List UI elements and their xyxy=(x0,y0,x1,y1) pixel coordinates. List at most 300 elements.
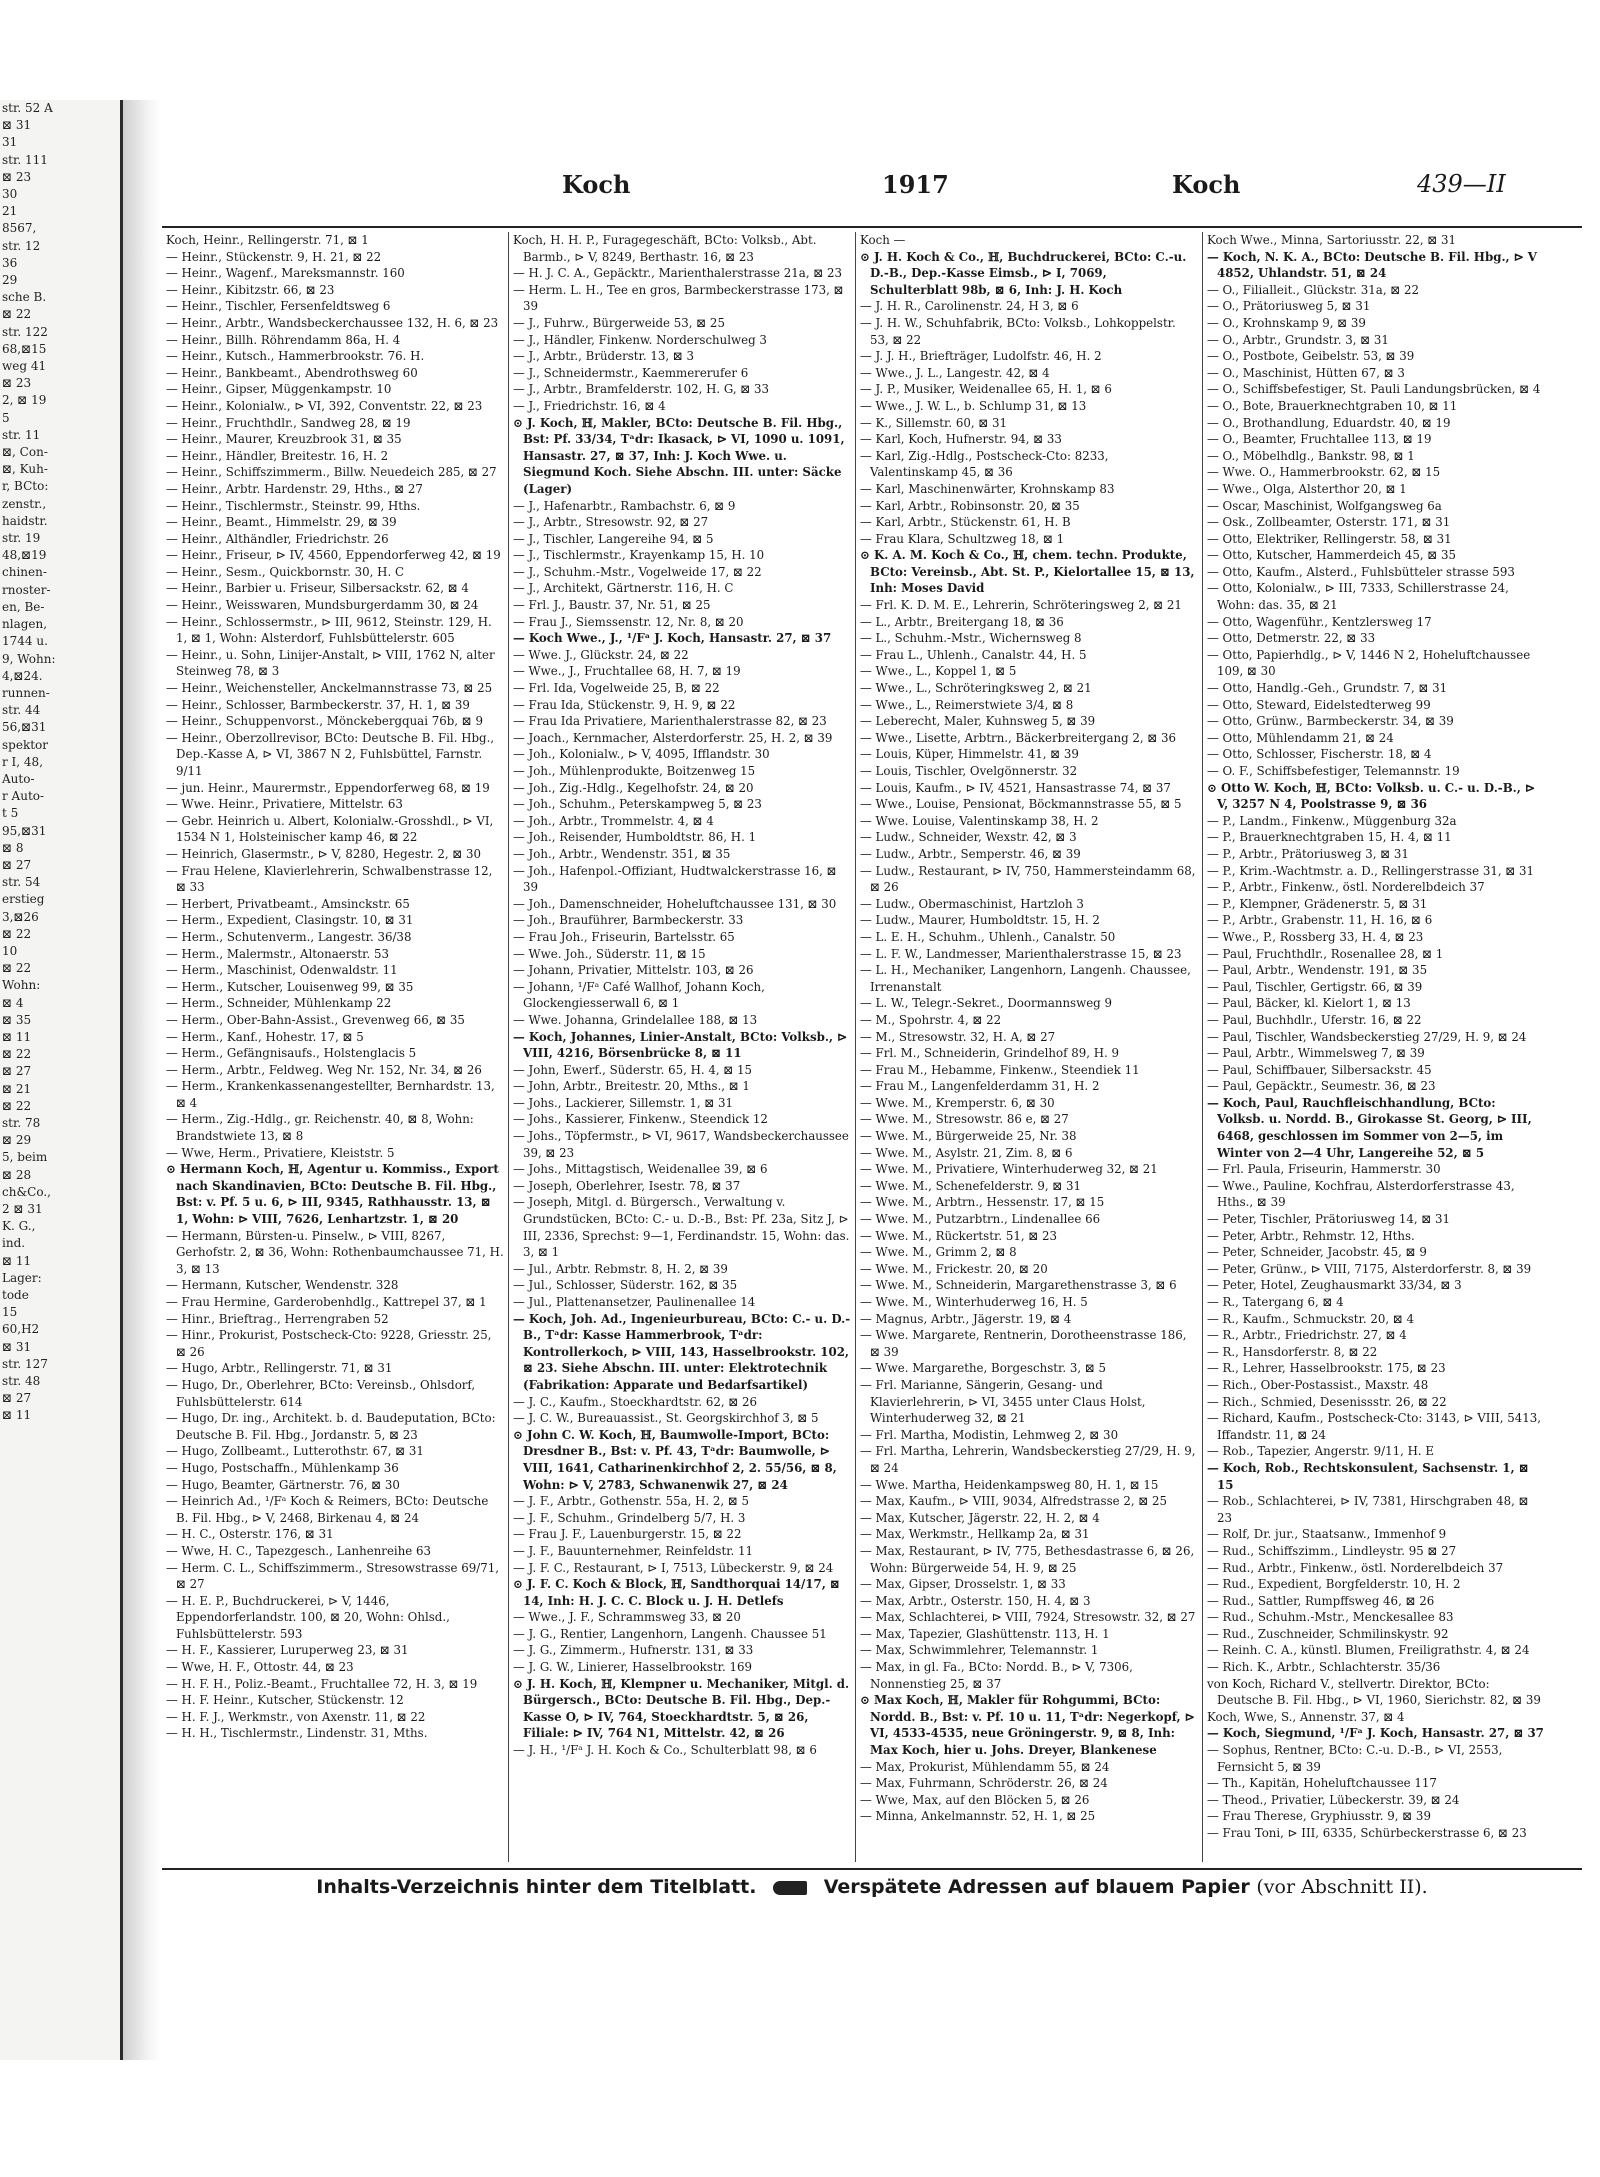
directory-entry: — Wwe. M., Frickestr. 20, ⊠ 20 xyxy=(860,1261,1048,1276)
directory-entry: — Oscar, Maschinist, Wolfgangsweg 6a xyxy=(1207,498,1442,513)
directory-entry: — P., Landm., Finkenw., Müggenburg 32a xyxy=(1207,813,1457,828)
directory-entry: — Joh., Damenschneider, Hoheluftchaussee 131, ⊠ 30 xyxy=(513,896,837,911)
directory-entry: — Rich., Ober-Postassist., Maxstr. 48 xyxy=(1207,1377,1429,1392)
directory-entry: — L. W., Telegr.-Sekret., Doormannsweg 9 xyxy=(860,996,1112,1011)
directory-entry: — J., Arbtr., Stresowstr. 92, ⊠ 27 xyxy=(513,515,709,530)
directory-entry: — Heinr., Tischlermstr., Steinstr. 99, Hths. xyxy=(166,498,421,513)
directory-entry: — Gebr. Heinrich u. Albert, Kolonialw.-Grosshdl., ⊳ VI, 1534 N 1, Holsteinischer kamp 46, ⊠ 22 xyxy=(166,813,494,845)
directory-entry: — Otto, Steward, Eidelstedterweg 99 xyxy=(1207,697,1431,712)
directory-entry: — Sophus, Rentner, BCto: C.-u. D.-B., ⊳ VI, 2553, Fernsicht 5, ⊠ 39 xyxy=(1207,1743,1503,1774)
directory-entry: — Joh., Reisender, Humboldtstr. 86, H. 1 xyxy=(513,830,757,845)
previous-page-fragment: nlagen, xyxy=(2,617,48,632)
directory-entry: — Frau Joh., Friseurin, Bartelsstr. 65 xyxy=(513,929,735,944)
directory-entry: — L., Arbtr., Breitergang 18, ⊠ 36 xyxy=(860,614,1064,629)
previous-page-fragment: ⊠ 27 xyxy=(2,857,32,872)
directory-entry: — Theod., Privatier, Lübeckerstr. 39, ⊠ 24 xyxy=(1207,1792,1460,1807)
directory-entry: — Koch, Siegmund, ¹/Fᵃ J. Koch, Hansastr. 27, ⊠ 37 xyxy=(1207,1726,1544,1741)
directory-entry: — Frl. Paula, Friseurin, Hammerstr. 30 xyxy=(1207,1162,1441,1177)
directory-entry: — Heinr., Althändler, Friedrichstr. 26 xyxy=(166,531,389,546)
directory-entry: — Herm., Expedient, Clasingstr. 10, ⊠ 31 xyxy=(166,913,414,928)
previous-page-fragment: runnen- xyxy=(2,685,50,700)
directory-entry: — Wwe. M., Arbtrn., Hessenstr. 17, ⊠ 15 xyxy=(860,1195,1105,1210)
directory-entry: — J., Friedrichstr. 16, ⊠ 4 xyxy=(513,398,666,413)
directory-entry: — Wwe, H. C., Tapezgesch., Lanhenreihe 63 xyxy=(166,1543,432,1558)
directory-entry: — Peter, Arbtr., Rehmstr. 12, Hths. xyxy=(1207,1228,1415,1243)
previous-page-fragment: chinen- xyxy=(2,565,47,580)
directory-entry: ⊙ Otto W. Koch, ℍ, BCto: Volksb. u. C.- u. D.-B., ⊳ V, 3257 N 4, Poolstrasse 9, ⊠ 36 xyxy=(1207,780,1535,812)
previous-page-fragment: str. 54 xyxy=(2,875,41,890)
previous-page-fragment: ⊠ 11 xyxy=(2,1029,32,1044)
directory-entry: — Johann, ¹/Fᵃ Café Wallhof, Johann Koch, Glockengiesserwall 6, ⊠ 1 xyxy=(513,979,765,1011)
directory-entry: — Frau M., Langenfelderdamm 31, H. 2 xyxy=(860,1079,1100,1094)
directory-entry: — J. H. W., Schuhfabrik, BCto: Volksb., Lohkoppelstr. 53, ⊠ 22 xyxy=(860,315,1176,347)
directory-entry: — Paul, Arbtr., Wimmelsweg 7, ⊠ 39 xyxy=(1207,1046,1425,1061)
directory-entry: — Wwe. M., Rückertstr. 51, ⊠ 23 xyxy=(860,1228,1057,1243)
directory-entry: — Herm., Kutscher, Louisenweg 99, ⊠ 35 xyxy=(166,979,414,994)
directory-entry: — Hugo, Dr. ing., Architekt. b. d. Baudeputation, BCto: Deutsche B. Fil. Hbg., Jordanstr. 5, ⊠ 23 xyxy=(166,1411,496,1442)
directory-entry: — Rich. K., Arbtr., Schlachterstr. 35/36 xyxy=(1207,1660,1441,1675)
directory-entry: — Heinr., Beamt., Himmelstr. 29, ⊠ 39 xyxy=(166,515,397,530)
directory-entry: — Rob., Tapezier, Angerstr. 9/11, H. E xyxy=(1207,1444,1434,1459)
previous-page-fragment: 2, ⊠ 19 xyxy=(2,393,47,408)
previous-page-fragment: ⊠ 11 xyxy=(2,1408,32,1423)
directory-entry: — O., Postbote, Geibelstr. 53, ⊠ 39 xyxy=(1207,349,1415,364)
previous-page-fragment: 29 xyxy=(2,273,18,288)
directory-entry: — J., Schneidermstr., Kaemmererufer 6 xyxy=(513,365,749,380)
directory-entry: — Frau Toni, ⊳ III, 6335, Schürbeckerstrasse 6, ⊠ 23 xyxy=(1207,1826,1527,1840)
directory-entry: — Frau Helene, Klavierlehrerin, Schwalbenstrasse 12, ⊠ 33 xyxy=(166,863,493,895)
directory-entry: — Paul, Fruchthdlr., Rosenallee 28, ⊠ 1 xyxy=(1207,946,1444,961)
previous-page-fragment: 10 xyxy=(2,943,18,958)
directory-entry: — Herm., Ober-Bahn-Assist., Grevenweg 66, ⊠ 35 xyxy=(166,1012,465,1027)
directory-page xyxy=(162,120,1582,2060)
directory-entry: — Heinr., Kolonialw., ⊳ VI, 392, Conventstr. 22, ⊠ 23 xyxy=(166,398,483,413)
column-1 xyxy=(162,232,509,1862)
previous-page-fragment: str. 78 xyxy=(2,1115,41,1130)
directory-entry: — Wwe. M., Privatiere, Winterhuderweg 32, ⊠ 21 xyxy=(860,1162,1158,1177)
previous-page-fragment: ⊠ 27 xyxy=(2,1391,32,1406)
directory-entry: — Wwe., P., Rossberg 33, H. 4, ⊠ 23 xyxy=(1207,929,1424,944)
directory-entry: — Ludw., Arbtr., Semperstr. 46, ⊠ 39 xyxy=(860,846,1081,861)
directory-entry: — Jul., Schlosser, Süderstr. 162, ⊠ 35 xyxy=(513,1278,738,1293)
directory-entry: — Herm., Zig.-Hdlg., gr. Reichenstr. 40, ⊠ 8, Wohn: Brandstwiete 13, ⊠ 8 xyxy=(166,1112,474,1144)
directory-entry: — Wwe., Louise, Pensionat, Böckmannstrasse 55, ⊠ 5 xyxy=(860,797,1182,812)
directory-entry: — Wwe, H. F., Ottostr. 44, ⊠ 23 xyxy=(166,1660,354,1675)
directory-entry: — Frl. K. D. M. E., Lehrerin, Schröteringsweg 2, ⊠ 21 xyxy=(860,598,1182,613)
directory-entry: — John, Ewerf., Süderstr. 65, H. 4, ⊠ 15 xyxy=(513,1062,753,1077)
column-4 xyxy=(1203,232,1550,1862)
directory-entry: — Max, Kutscher, Jägerstr. 22, H. 2, ⊠ 4 xyxy=(860,1510,1100,1525)
directory-entry: — Wwe. M., Asylstr. 21, Zim. 8, ⊠ 6 xyxy=(860,1145,1073,1160)
directory-entry: — Joh., Brauführer, Barmbeckerstr. 33 xyxy=(513,913,744,928)
directory-entry: — Heinr., Friseur, ⊳ IV, 4560, Eppendorferweg 42, ⊠ 19 xyxy=(166,548,501,563)
directory-entry: — Joh., Kolonialw., ⊳ V, 4095, Ifflandstr. 30 xyxy=(513,747,770,762)
directory-entry: — J. P., Musiker, Weidenallee 65, H. 1, ⊠ 6 xyxy=(860,382,1112,397)
directory-entry: — J. C. W., Bureauassist., St. Georgskirchhof 3, ⊠ 5 xyxy=(513,1411,819,1426)
directory-entry: — Heinr., Kibitzstr. 66, ⊠ 23 xyxy=(166,282,335,297)
directory-entry: — K., Sillemstr. 60, ⊠ 31 xyxy=(860,415,1007,430)
directory-entry: — Heinr., Kutsch., Hammerbrookstr. 76. H. xyxy=(166,349,425,364)
directory-entry: ⊙ J. Koch, ℍ, Makler, BCto: Deutsche B. Fil. Hbg., Bst: Pf. 33/34, Tᵃdr: Ikasack, ⊳ VI, 1090 u. 1091, Hansastr. 27, ⊠ 37, Inh: J. Koch Wwe. u. Siegmund Koch. Siehe Abschn. III. unter: Säcke (Lager) xyxy=(513,415,845,496)
directory-entry: — Wwe. Johanna, Grindelallee 188, ⊠ 13 xyxy=(513,1012,758,1027)
directory-entry: — Heinr., Barbier u. Friseur, Silbersackstr. 62, ⊠ 4 xyxy=(166,581,469,596)
directory-entry: — Herm. C. L., Schiffszimmerm., Stresowstrasse 69/71, ⊠ 27 xyxy=(166,1560,499,1592)
directory-entry: — J. C., Kaufm., Stoeckhardtstr. 62, ⊠ 26 xyxy=(513,1394,757,1409)
previous-page-fragment: 4,⊠24. xyxy=(2,668,43,683)
previous-page-fragment: ind. xyxy=(2,1236,26,1251)
previous-page-fragment: 3,⊠26 xyxy=(2,909,39,924)
directory-entry: — Heinr., Weisswaren, Mundsburgerdamm 30, ⊠ 24 xyxy=(166,598,479,613)
previous-page-fragment: 68,⊠15 xyxy=(2,341,47,356)
book-gutter xyxy=(123,100,161,2060)
directory-entry: — Wwe., Olga, Alsterthor 20, ⊠ 1 xyxy=(1207,481,1407,496)
previous-page-fragment: Auto- xyxy=(2,771,35,786)
directory-entry: — Heinr., Oberzollrevisor, BCto: Deutsche B. Fil. Hbg., Dep.-Kasse A, ⊳ VI, 3867 N 2, Fuhlsbüttel, Farnstr. 9/11 xyxy=(166,730,495,778)
previous-page-fragment: rnoster- xyxy=(2,582,51,597)
page-header xyxy=(182,170,1582,210)
directory-entry: — Heinr., Schlosser, Barmbeckerstr. 37, H. 1, ⊠ 39 xyxy=(166,697,470,712)
directory-entry: von Koch, Richard V., stellvertr. Direktor, BCto: Deutsche B. Fil. Hbg., ⊳ VI, 1960, Sierichstr. 82, ⊠ 39 xyxy=(1207,1676,1541,1708)
directory-entry: — J. G., Zimmerm., Hufnerstr. 131, ⊠ 33 xyxy=(513,1643,754,1658)
directory-entry: — L. F. W., Landmesser, Marienthalerstrasse 15, ⊠ 23 xyxy=(860,946,1182,961)
directory-entry: — R., Lehrer, Hasselbrookstr. 175, ⊠ 23 xyxy=(1207,1361,1446,1376)
previous-page-fragment: K. G., xyxy=(2,1219,36,1234)
directory-entry: — Frl. Marianne, Sängerin, Gesang- und Klavierlehrerin, ⊳ VI, 3455 unter Claus Holst, Winterhuderweg 32, ⊠ 21 xyxy=(860,1377,1146,1426)
directory-entry: — J., Schuhm.-Mstr., Vogelweide 17, ⊠ 22 xyxy=(513,564,762,579)
directory-entry: — J. F., Arbtr., Gothenstr. 55a, H. 2, ⊠ 5 xyxy=(513,1494,750,1509)
directory-entry: — Frau L., Uhlenh., Canalstr. 44, H. 5 xyxy=(860,647,1087,662)
directory-entry: — Hugo, Postschaffn., Mühlenkamp 36 xyxy=(166,1460,399,1475)
directory-entry: — Leberecht, Maler, Kuhnsweg 5, ⊠ 39 xyxy=(860,714,1096,729)
directory-entry: — Hermann, Kutscher, Wendenstr. 328 xyxy=(166,1278,399,1293)
directory-entry: — J., Tischlermstr., Krayenkamp 15, H. 10 xyxy=(513,548,765,563)
directory-entry: — Wwe. Joh., Süderstr. 11, ⊠ 15 xyxy=(513,946,706,961)
directory-entry: — Rud., Schiffszimm., Lindleystr. 95 ⊠ 27 xyxy=(1207,1543,1457,1558)
directory-entry: — Johann, Privatier, Mittelstr. 103, ⊠ 26 xyxy=(513,963,754,978)
previous-page-fragment: 8567, xyxy=(2,221,37,236)
previous-page-fragment: tode xyxy=(2,1288,29,1303)
directory-entry: — Karl, Arbtr., Robinsonstr. 20, ⊠ 35 xyxy=(860,498,1080,513)
directory-entry: — O., Beamter, Fruchtallee 113, ⊠ 19 xyxy=(1207,432,1432,447)
previous-page-fragment: 60,H2 xyxy=(2,1322,40,1337)
directory-entry: — Th., Kapitän, Hoheluftchaussee 117 xyxy=(1207,1776,1437,1791)
directory-entry: ⊙ J. F. C. Koch & Block, ℍ, Sandthorquai 14/17, ⊠ 14, Inh: H. J. C. C. Block u. J. H. Detlefs xyxy=(513,1577,840,1608)
directory-entry: — Wwe., J., Fruchtallee 68, H. 7, ⊠ 19 xyxy=(513,664,741,679)
directory-entry: — Karl, Maschinenwärter, Krohnskamp 83 xyxy=(860,481,1115,496)
directory-entry: — Wwe., L., Koppel 1, ⊠ 5 xyxy=(860,664,1017,679)
header-rule xyxy=(162,226,1582,228)
directory-entry: — Koch, N. K. A., BCto: Deutsche B. Fil. Hbg., ⊳ V 4852, Uhlandstr. 51, ⊠ 24 xyxy=(1207,249,1537,281)
directory-entry: — Max, Restaurant, ⊳ IV, 775, Bethesdastrasse 6, ⊠ 26, Wohn: Bürgerweide 54, H. 9, ⊠ 25 xyxy=(860,1543,1195,1575)
directory-entry: — M., Spohrstr. 4, ⊠ 22 xyxy=(860,1012,1002,1027)
column-2 xyxy=(509,232,856,1862)
directory-entry: — O., Maschinist, Hütten 67, ⊠ 3 xyxy=(1207,365,1405,380)
directory-entry: — Heinr., u. Sohn, Linijer-Anstalt, ⊳ VIII, 1762 N, alter Steinweg 78, ⊠ 3 xyxy=(166,647,495,679)
previous-page-fragment: ⊠ 22 xyxy=(2,1098,32,1113)
directory-entry: — Heinr., Maurer, Kreuzbrook 31, ⊠ 35 xyxy=(166,432,402,447)
directory-entry: — P., Krim.-Wachtmstr. a. D., Rellingerstrasse 31, ⊠ 31 xyxy=(1207,863,1534,878)
previous-page-fragment: 15 xyxy=(2,1305,18,1320)
directory-entry: — Ludw., Obermaschinist, Hartzloh 3 xyxy=(860,896,1084,911)
previous-page-fragment: str. 48 xyxy=(2,1374,41,1389)
directory-entry: — Wwe. M., Bürgerweide 25, Nr. 38 xyxy=(860,1129,1077,1144)
directory-entry: — Peter, Grünw., ⊳ VIII, 7175, Alsterdorferstr. 8, ⊠ 39 xyxy=(1207,1261,1532,1276)
directory-entry: — Ludw., Restaurant, ⊳ IV, 750, Hammersteindamm 68, ⊠ 26 xyxy=(860,863,1196,895)
directory-entry: — Wwe., Pauline, Kochfrau, Alsterdorferstrasse 43, Hths., ⊠ 39 xyxy=(1207,1178,1515,1210)
directory-entry: — Paul, Buchhdlr., Uferstr. 16, ⊠ 22 xyxy=(1207,1012,1422,1027)
directory-entry: — Joh., Hafenpol.-Offiziant, Hudtwalckerstrasse 16, ⊠ 39 xyxy=(513,863,837,895)
previous-page-fragment: weg 41 xyxy=(2,359,47,374)
directory-entry: — Frl. J., Baustr. 37, Nr. 51, ⊠ 25 xyxy=(513,598,711,613)
directory-entry: — Otto, Kaufm., Alsterd., Fuhlsbütteler strasse 593 xyxy=(1207,564,1515,579)
directory-entry: — Wwe., L., Schröteringksweg 2, ⊠ 21 xyxy=(860,681,1092,696)
directory-entry: — Heinr., Billh. Röhrendamm 86a, H. 4 xyxy=(166,332,401,347)
directory-entry: — Wwe. M., Winterhuderweg 16, H. 5 xyxy=(860,1295,1088,1309)
page-number: 439—II xyxy=(1417,170,1506,198)
directory-entry: — Otto, Elektriker, Rellingerstr. 58, ⊠ 31 xyxy=(1207,531,1452,546)
directory-entry: — Louis, Tischler, Ovelgönnerstr. 32 xyxy=(860,764,1078,778)
directory-entry: Koch — xyxy=(860,233,906,247)
directory-entry: — Otto, Schlosser, Fischerstr. 18, ⊠ 4 xyxy=(1207,747,1432,762)
directory-entry: — Wwe. Louise, Valentinskamp 38, H. 2 xyxy=(860,813,1099,828)
directory-entry: — M., Stresowstr. 32, H. A, ⊠ 27 xyxy=(860,1029,1056,1044)
previous-page-fragment: ⊠ 11 xyxy=(2,1253,32,1268)
directory-entry: — Paul, Schiffbauer, Silbersackstr. 45 xyxy=(1207,1062,1432,1077)
directory-entry: — Johs., Töpfermstr., ⊳ VI, 9617, Wandsbeckerchaussee 39, ⊠ 23 xyxy=(513,1129,849,1160)
directory-entry: — Koch, Joh. Ad., Ingenieurbureau, BCto: C.- u. D.-B., Tᵃdr: Kasse Hammerbrook, Tᵃdr: Kontrollerkoch, ⊳ VIII, 143, Hasselbrookstr. 102, ⊠ 23. Siehe Abschn. III. unter: Elektrotechnik (Fabrikation: Apparate und Bedarfsartikel) xyxy=(513,1311,851,1392)
directory-entry: — P., Arbtr., Finkenw., östl. Norderelbdeich 37 xyxy=(1207,880,1485,895)
previous-page-fragment: ⊠ 4 xyxy=(2,995,24,1010)
directory-entry: — Rud., Zuschneider, Schmilinskystr. 92 xyxy=(1207,1626,1449,1641)
directory-entry: — Otto, Mühlendamm 21, ⊠ 24 xyxy=(1207,730,1394,745)
directory-entry: — Rich., Schmied, Desenissstr. 26, ⊠ 22 xyxy=(1207,1394,1447,1409)
directory-entry: — Peter, Hotel, Zeughausmarkt 33/34, ⊠ 3 xyxy=(1207,1278,1462,1293)
previous-page-fragment: haidstr. xyxy=(2,513,48,528)
directory-entry: — Wwe., J. W. L., b. Schlump 31, ⊠ 13 xyxy=(860,398,1087,413)
previous-page-fragment: ⊠ 29 xyxy=(2,1133,32,1148)
directory-entry: — Herm., Maschinist, Odenwaldstr. 11 xyxy=(166,963,398,978)
directory-entry: — Max, Kaufm., ⊳ VIII, 9034, Alfredstrasse 2, ⊠ 25 xyxy=(860,1494,1168,1509)
directory-entry: — Paul, Arbtr., Wendenstr. 191, ⊠ 35 xyxy=(1207,963,1428,978)
directory-entry: — H. F. Heinr., Kutscher, Stückenstr. 12 xyxy=(166,1693,404,1708)
directory-entry: — J. F., Schuhm., Grindelberg 5/7, H. 3 xyxy=(513,1510,746,1525)
directory-entry: — O., Brothandlung, Eduardstr. 40, ⊠ 19 xyxy=(1207,415,1451,430)
directory-entry: — Max, Tapezier, Glashüttenstr. 113, H. 1 xyxy=(860,1626,1110,1641)
directory-entry: — J., Arbtr., Bramfelderstr. 102, H. G, ⊠ 33 xyxy=(513,382,770,397)
directory-entry: — H. J. C. A., Gepäcktr., Marienthalerstrasse 21a, ⊠ 23 xyxy=(513,266,842,281)
directory-entry: — Koch, Johannes, Linier-Anstalt, BCto: Volksb., ⊳ VIII, 4216, Börsenbrücke 8, ⊠ 11 xyxy=(513,1029,848,1061)
directory-entry: — Herm., Malermstr., Altonaerstr. 53 xyxy=(166,946,390,961)
previous-page-fragment: 31 xyxy=(2,135,18,150)
header-year: 1917 xyxy=(882,170,949,199)
directory-entry: — Max, Schlachterei, ⊳ VIII, 7924, Stresowstr. 32, ⊠ 27 xyxy=(860,1610,1196,1625)
directory-entry: — Heinrich Ad., ¹/Fᵃ Koch & Reimers, BCto: Deutsche B. Fil. Hbg., ⊳ V, 2468, Birkenau 4, ⊠ 24 xyxy=(166,1494,489,1525)
directory-entry: — J., Händler, Finkenw. Norderschulweg 3 xyxy=(513,332,767,347)
previous-page-fragment: str. 19 xyxy=(2,531,41,546)
directory-entry: — Max, Gipser, Drosselstr. 1, ⊠ 33 xyxy=(860,1577,1066,1592)
previous-page-fragment: Lager: xyxy=(2,1270,42,1285)
previous-page-fragment: erstieg xyxy=(2,892,45,907)
directory-entry: — Osk., Zollbeamter, Osterstr. 171, ⊠ 31 xyxy=(1207,515,1451,530)
directory-entry: ⊙ John C. W. Koch, ℍ, Baumwolle-Import, BCto: Dresdner B., Bst: v. Pf. 43, Tᵃdr: Baumwolle, ⊳ VIII, 1641, Catharinenkirchhof 2, 2. 55/56, ⊠ 8, Wohn: ⊳ V, 2783, Schwanenwik 27, ⊠ 24 xyxy=(513,1427,837,1492)
directory-entry: — P., Brauerknechtgraben 15, H. 4, ⊠ 11 xyxy=(1207,830,1452,845)
previous-page-fragment: spektor xyxy=(2,737,48,752)
directory-entry: — Wwe. O., Hammerbrookstr. 62, ⊠ 15 xyxy=(1207,465,1441,480)
directory-entry: — Ludw., Maurer, Humboldtstr. 15, H. 2 xyxy=(860,913,1100,928)
directory-entry: — Herm., Gefängnisaufs., Holstenglacis 5 xyxy=(166,1046,417,1061)
directory-entry: — Herbert, Privatbeamt., Amsinckstr. 65 xyxy=(166,896,410,911)
directory-entry: — Frl. Ida, Vogelweide 25, B, ⊠ 22 xyxy=(513,681,720,696)
directory-entry: — Hinr., Prokurist, Postscheck-Cto: 9228, Griesstr. 25, ⊠ 26 xyxy=(166,1328,492,1359)
directory-entry: — J., Hafenarbtr., Rambachstr. 6, ⊠ 9 xyxy=(513,498,736,513)
previous-page-fragment: ⊠, Kuh- xyxy=(2,462,48,477)
previous-page-fragment: ⊠ 22 xyxy=(2,961,32,976)
directory-entry: — Heinr., Schiffszimmerm., Billw. Neuedeich 285, ⊠ 27 xyxy=(166,465,497,480)
directory-entry: — Joh., Mühlenprodukte, Boitzenweg 15 xyxy=(513,764,756,778)
previous-page-fragment: ⊠ 23 xyxy=(2,376,32,391)
directory-entry: — P., Klempner, Grädenerstr. 5, ⊠ 31 xyxy=(1207,896,1428,911)
directory-entry: — Jul., Plattenansetzer, Paulinenallee 14 xyxy=(513,1295,756,1309)
directory-entry: — Wwe. M., Kremperstr. 6, ⊠ 30 xyxy=(860,1095,1055,1110)
directory-entry: — Herm., Kanf., Hohestr. 17, ⊠ 5 xyxy=(166,1029,364,1044)
directory-entry: Koch, H. H. P., Furagegeschäft, BCto: Volksb., Abt. Barmb., ⊳ V, 8249, Berthastr. 16, ⊠ 23 xyxy=(513,233,817,264)
directory-entry: — O., Möbelhdlg., Bankstr. 98, ⊠ 1 xyxy=(1207,448,1415,463)
directory-entry: — Max, Prokurist, Mühlendamm 55, ⊠ 24 xyxy=(860,1759,1110,1774)
directory-entry: — Richard, Kaufm., Postscheck-Cto: 3143, ⊳ VIII, 5413, Iffandstr. 11, ⊠ 24 xyxy=(1207,1411,1542,1442)
directory-entry: — Karl, Zig.-Hdlg., Postscheck-Cto: 8233, Valentinskamp 45, ⊠ 36 xyxy=(860,448,1109,480)
directory-entry: — Wwe. M., Stresowstr. 86 e, ⊠ 27 xyxy=(860,1112,1069,1127)
directory-entry: — Rud., Arbtr., Finkenw., östl. Norderelbdeich 37 xyxy=(1207,1560,1504,1575)
directory-entry: — Frau Ida Privatiere, Marienthalerstrasse 82, ⊠ 23 xyxy=(513,714,827,729)
directory-entry: — Peter, Tischler, Prätoriusweg 14, ⊠ 31 xyxy=(1207,1212,1451,1227)
directory-entry: — Wwe. Margarethe, Borgeschstr. 3, ⊠ 5 xyxy=(860,1361,1107,1376)
previous-page-fragment: str. 127 xyxy=(2,1356,48,1371)
previous-page-fragment: 5 xyxy=(2,410,10,425)
directory-entry: — Frau Therese, Gryphiusstr. 9, ⊠ 39 xyxy=(1207,1809,1431,1824)
directory-entry: — Max, Werkmstr., Hellkamp 2a, ⊠ 31 xyxy=(860,1527,1090,1542)
directory-entry: — Frl. M., Schneiderin, Grindelhof 89, H. 9 xyxy=(860,1046,1120,1061)
directory-entry: — Max, Fuhrmann, Schröderstr. 26, ⊠ 24 xyxy=(860,1776,1108,1791)
directory-entry: — L. E. H., Schuhm., Uhlenh., Canalstr. 50 xyxy=(860,929,1116,944)
directory-entry: — R., Hansdorferstr. 8, ⊠ 22 xyxy=(1207,1344,1378,1359)
directory-entry: — Wwe. M., Putzarbtrn., Lindenallee 66 xyxy=(860,1212,1101,1227)
previous-page-fragment: str. 12 xyxy=(2,238,41,253)
directory-entry: — Paul, Tischler, Wandsbeckerstieg 27/29, H. 9, ⊠ 24 xyxy=(1207,1029,1527,1044)
directory-entry: — Wwe., J. L., Langestr. 42, ⊠ 4 xyxy=(860,365,1050,380)
directory-entry: — Hugo, Beamter, Gärtnerstr. 76, ⊠ 30 xyxy=(166,1477,400,1492)
directory-entry: — Otto, Grünw., Barmbeckerstr. 34, ⊠ 39 xyxy=(1207,714,1454,729)
directory-entry: — Joseph, Oberlehrer, Isestr. 78, ⊠ 37 xyxy=(513,1178,741,1193)
previous-page-fragment: str. 52 A xyxy=(2,101,53,115)
directory-entry: — John, Arbtr., Breitestr. 20, Mths., ⊠ 1 xyxy=(513,1079,750,1094)
directory-entry: — Johs., Lackierer, Sillemstr. 1, ⊠ 31 xyxy=(513,1095,733,1110)
previous-page-fragment: 5, beim xyxy=(2,1150,48,1165)
directory-entry: — Hugo, Dr., Oberlehrer, BCto: Vereinsb., Ohlsdorf, Fuhlsbüttelerstr. 614 xyxy=(166,1377,476,1409)
directory-entry: — J., Arbtr., Brüderstr. 13, ⊠ 3 xyxy=(513,349,695,364)
directory-entry: — J., Architekt, Gärtnerstr. 116, H. C xyxy=(513,581,734,596)
directory-entry: ⊙ J. H. Koch, ℍ, Klempner u. Mechaniker, Mitgl. d. Bürgersch., BCto: Deutsche B. Fil. Hbg., Dep.-Kasse O, ⊳ IV, 764, Stoeckhardtstr. 5, ⊠ 26, Filiale: ⊳ IV, 764 N1, Mittelstr. 42, ⊠ 26 xyxy=(513,1676,850,1741)
directory-entry: — Heinr., Bankbeamt., Abendrothsweg 60 xyxy=(166,365,418,380)
directory-entry: — Koch, Paul, Rauchfleischhandlung, BCto: Volksb. u. Nordd. B., Girokasse St. Georg, ⊳ III, 6468, geschlossen im Sommer von 2—5, im Winter von 2—4 Uhr, Langereihe 52, ⊠ 5 xyxy=(1207,1095,1532,1160)
directory-entry: — Jul., Arbtr. Rebmstr. 8, H. 2, ⊠ 39 xyxy=(513,1261,728,1276)
directory-entry: — Koch Wwe., J., ¹/Fᵃ J. Koch, Hansastr. 27, ⊠ 37 xyxy=(513,631,832,646)
directory-entry: — Koch, Rob., Rechtskonsulent, Sachsenstr. 1, ⊠ 15 xyxy=(1207,1460,1529,1492)
directory-entry: — Wwe. Heinr., Privatiere, Mittelstr. 63 xyxy=(166,797,403,812)
directory-entry: — Paul, Tischler, Gertigstr. 66, ⊠ 39 xyxy=(1207,979,1423,994)
directory-entry: — Wwe. M., Schneiderin, Margarethenstrasse 3, ⊠ 6 xyxy=(860,1278,1177,1293)
previous-page-fragment: ⊠ 22 xyxy=(2,926,32,941)
directory-entry: — Joh., Schuhm., Peterskampweg 5, ⊠ 23 xyxy=(513,797,762,812)
previous-page-fragment: str. 122 xyxy=(2,324,48,339)
directory-entry: — Otto, Handlg.-Geh., Grundstr. 7, ⊠ 31 xyxy=(1207,681,1448,696)
directory-entry: — Wwe. J., Glückstr. 24, ⊠ 22 xyxy=(513,647,689,662)
previous-page-edge xyxy=(0,100,123,2060)
directory-entry: — R., Kaufm., Schmuckstr. 20, ⊠ 4 xyxy=(1207,1311,1415,1326)
directory-entry: — J. J. H., Briefträger, Ludolfstr. 46, H. 2 xyxy=(860,349,1102,364)
previous-page-fragment: ch&Co., xyxy=(2,1184,51,1199)
previous-page-fragment: ⊠ 35 xyxy=(2,1012,32,1027)
directory-entry: — P., Arbtr., Grabenstr. 11, H. 16, ⊠ 6 xyxy=(1207,913,1433,928)
previous-page-fragment: 21 xyxy=(2,204,18,219)
directory-entry: — Hermann, Bürsten-u. Pinselw., ⊳ VIII, 8267, Gerhofstr. 2, ⊠ 36, Wohn: Rothenbaumchaussee 71, H. 3, ⊠ 13 xyxy=(166,1228,504,1276)
directory-entry: — Heinr., Gipser, Müggenkampstr. 10 xyxy=(166,382,392,397)
directory-entry: — Frau Ida, Stückenstr. 9, H. 9, ⊠ 22 xyxy=(513,697,736,712)
directory-entry: — H. F. H., Poliz.-Beamt., Fruchtallee 72, H. 3, ⊠ 19 xyxy=(166,1676,478,1691)
directory-entry: — Wwe. Margarete, Rentnerin, Dorotheenstrasse 186, ⊠ 39 xyxy=(860,1328,1187,1359)
directory-entry: — Heinr., Arbtr., Wandsbeckerchaussee 132, H. 6, ⊠ 23 xyxy=(166,315,499,330)
directory-entry: — Wwe, Herm., Privatiere, Kleiststr. 5 xyxy=(166,1145,395,1160)
directory-entry: — Otto, Wagenführ., Kentzlersweg 17 xyxy=(1207,614,1432,629)
column-3 xyxy=(856,232,1203,1862)
directory-entry: — J. G., Rentier, Langenhorn, Langenh. Chaussee 51 xyxy=(513,1626,827,1641)
directory-entry: — O., Bote, Brauerknechtgraben 10, ⊠ 11 xyxy=(1207,398,1458,413)
directory-entry: — Johs., Kassierer, Finkenw., Steendick 12 xyxy=(513,1112,768,1127)
directory-entry: — Wwe. M., Grimm 2, ⊠ 8 xyxy=(860,1245,1017,1260)
directory-entry: — Peter, Schneider, Jacobstr. 45, ⊠ 9 xyxy=(1207,1245,1427,1260)
previous-page-fragment: 36 xyxy=(2,255,18,270)
previous-page-fragment: r I, 48, xyxy=(2,754,44,769)
directory-entry: — R., Arbtr., Friedrichstr. 27, ⊠ 4 xyxy=(1207,1328,1407,1343)
directory-entry: — O., Arbtr., Grundstr. 3, ⊠ 31 xyxy=(1207,332,1389,347)
directory-entry: — Rud., Expedient, Borgfelderstr. 10, H. 2 xyxy=(1207,1577,1461,1592)
directory-entry: — Paul, Bäcker, kl. Kielort 1, ⊠ 13 xyxy=(1207,996,1411,1011)
previous-page-fragment: en, Be- xyxy=(2,599,45,614)
previous-page-fragment: t 5 xyxy=(2,806,19,821)
directory-entry: — Frau Hermine, Garderobenhdlg., Kattrepel 37, ⊠ 1 xyxy=(166,1295,487,1309)
directory-entry: — O., Prätoriusweg 5, ⊠ 31 xyxy=(1207,299,1371,314)
previous-page-fragment: ⊠ 28 xyxy=(2,1167,32,1182)
directory-entry: — Joh., Arbtr., Trommelstr. 4, ⊠ 4 xyxy=(513,813,714,828)
directory-entry: — Joseph, Mitgl. d. Bürgersch., Verwaltung v. Grundstücken, BCto: C.- u. D.-B., Bst: Pf. 23a, Sitz J, ⊳ III, 2336, Sprechst: 9—1, Ferdinandstr. 15, Wohn: das. 3, ⊠ 1 xyxy=(513,1195,850,1260)
directory-entry: — O., Schiffsbefestiger, St. Pauli Landungsbrücken, ⊠ 4 xyxy=(1207,382,1541,397)
directory-entry: — Ludw., Schneider, Wexstr. 42, ⊠ 3 xyxy=(860,830,1077,845)
directory-entry: ⊙ K. A. M. Koch & Co., ℍ, chem. techn. Produkte, BCto: Vereinsb., Abt. St. P., Kielortallee 15, ⊠ 13, Inh: Moses David xyxy=(860,548,1195,596)
directory-entry: — Louis, Kaufm., ⊳ IV, 4521, Hansastrasse 74, ⊠ 37 xyxy=(860,780,1171,795)
directory-entry: — L. H., Mechaniker, Langenhorn, Langenh. Chaussee, Irrenanstalt xyxy=(860,963,1191,994)
directory-entry: — Heinr., Wagenf., Mareksmannstr. 160 xyxy=(166,266,405,281)
directory-entry: — Rud., Schuhm.-Mstr., Menckesallee 83 xyxy=(1207,1610,1454,1625)
directory-entry: — Frau M., Hebamme, Finkenw., Steendiek 11 xyxy=(860,1062,1140,1077)
directory-entry: — jun. Heinr., Maurermstr., Eppendorferweg 68, ⊠ 19 xyxy=(166,780,490,795)
directory-entry: — Heinr., Stückenstr. 9, H. 21, ⊠ 22 xyxy=(166,249,382,264)
directory-entry: — Heinr., Schuppenvorst., Mönckebergquai 76b, ⊠ 9 xyxy=(166,714,483,729)
directory-entry: — Wwe. Martha, Heidenkampsweg 80, H. 1, ⊠ 15 xyxy=(860,1477,1159,1492)
footer-right: (vor Abschnitt II). xyxy=(1256,1876,1428,1898)
previous-page-fragment: ⊠, Con- xyxy=(2,445,48,460)
directory-entry: — Herm., Arbtr., Feldweg. Weg Nr. 152, Nr. 34, ⊠ 26 xyxy=(166,1062,482,1077)
previous-page-fragment: ⊠ 31 xyxy=(2,118,32,133)
directory-entry: — Herm., Krankenkassenangestellter, Bernhardstr. 13, ⊠ 4 xyxy=(166,1079,495,1110)
